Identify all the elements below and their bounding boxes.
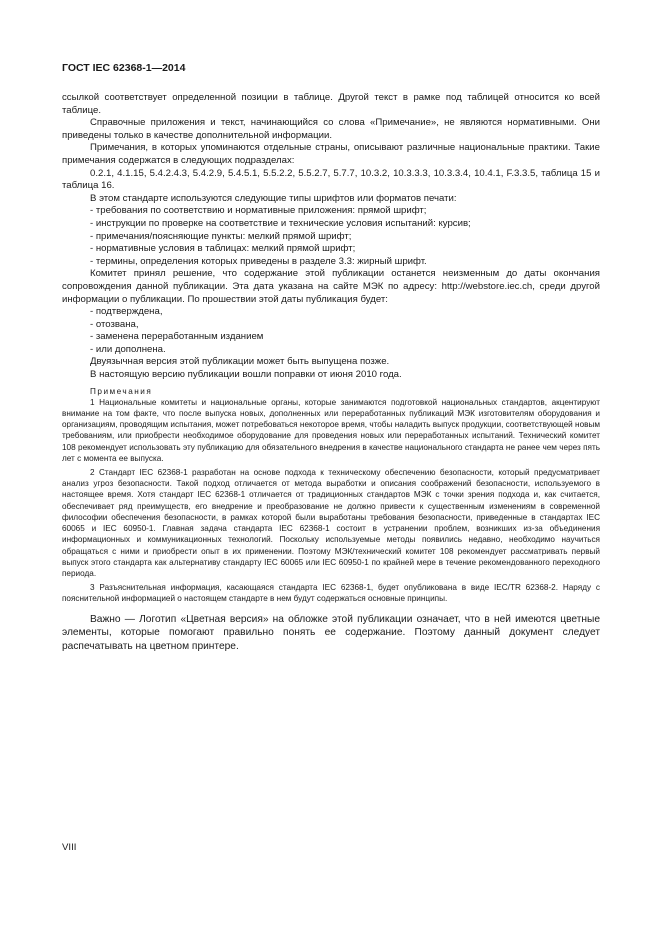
document-header: ГОСТ IEC 62368-1—2014 [62,62,186,74]
note-2: 2 Стандарт IEC 62368-1 разработан на основе подхода к техническому обеспечению безопасности, который предусматривает анализ угроз безопасности. Такой подход отличается от метода выработки и описания соображений безопасности, используемого в настоящее время. Хотя стандарт IEC 62368-1 отличается от традиционных стандартов МЭК с точки зрения подхода и, как считается, обеспечивает ряд преимуществ, его внедрение и преобразование не должно привести к существенным изменениям в современной философии обеспечения безопасности, в рамках которой были выработаны требования безопасности, приведенные в стандартах IEC 60065 и IEC 60950-1. Главная задача стандарта IEC 62368-1 состоит в устранении проблем, возникших из-за объединения информационных и коммуникационных технологий. Поскольку используемые методы появились недавно, необходимо научиться обращаться с ними и приобрести опыт в их применении. Поэтому МЭК/технический комитет 108 рекомендует рассматривать первый выпуск этого стандарта как альтернативу стандарту IEC 60065 или IEC 60950-1 по крайней мере в течение рекомендованного переходного периода. [62,468,600,578]
list-item: - отозвана, [90,318,139,330]
page-body [62,92,600,653]
note-3: 3 Разъяснительная информация, касающаяся стандарта IEC 62368-1, будет опубликована в виде IEC/TR 62368-2. Наряду с пояснительной информацией о настоящем стандарте в нем будут содержаться основные принципы. [62,583,600,604]
notes-heading: Примечания [90,386,153,396]
paragraph: Примечания, в которых упоминаются отдельные страны, описывают различные национальные практики. Такие примечания содержатся в следующих подразделах: [62,142,600,166]
paragraph: В этом стандарте используются следующие типы шрифтов или форматов печати: [90,192,457,204]
list-item: - инструкции по проверке на соответствие и технические условия испытаний: курсив; [90,217,471,229]
committee-paragraph: Комитет принял решение, что содержание этой публикации останется неизменным до даты окончания сопровождения данной публикации. Эта дата указана на сайте МЭК по адресу: http://webstore.iec.ch, среди другой информации о публикации. По прошествии этой даты публикация будет: [62,268,600,305]
page-number: VIII [62,842,77,853]
paragraph: Справочные приложения и текст, начинающийся со слова «Примечание», не являются нормативными. Они приведены только в качестве дополнительной информации. [62,117,600,141]
list-item: - подтверждена, [90,306,163,318]
list-item: - требования по соответствию и нормативные приложения: прямой шрифт; [90,205,427,217]
paragraph: ссылкой соответствует определенной позиции в таблице. Другой текст в рамке под таблицей относится ко всей таблице. [62,92,600,116]
list-item: - заменена переработанным изданием [90,331,264,343]
paragraph: В настоящую версию публикации вошли поправки от июня 2010 года. [90,369,402,381]
list-item: - термины, определения которых приведены в разделе 3.3: жирный шрифт. [90,255,427,267]
list-item: - нормативные условия в таблицах: мелкий прямой шрифт; [90,243,356,255]
subsection-list: 0.2.1, 4.1.15, 5.4.2.4.3, 5.4.2.9, 5.4.5.1, 5.5.2.2, 5.5.2.7, 5.7.7, 10.3.2, 10.3.3.3, 10.3.3.4, 10.4.1, F.3.3.5, таблица 15 и таблица 16. [62,167,600,192]
note-1: 1 Национальные комитеты и национальные органы, которые занимаются подготовкой национальных стандартов, акцентируют внимание на том факте, что после выпуска новых, дополненных или переработанных публикаций МЭК изготовителям оборудования и организациям, проводящим испытания, может потребоваться некоторое время, чтобы наладить выпуск продукции, соответствующей новым требованиям, или приобрести необходимое оборудование для проведения новых или переработанных испытаний. Технический комитет 108 рекомендует использовать эту публикацию для обязательного внедрения в качестве национального стандарта не ранее чем через пять лет с момента ее выпуска. [62,397,600,463]
list-item: - или дополнена. [90,343,166,355]
paragraph: Двуязычная версия этой публикации может быть выпущена позже. [90,356,390,368]
list-item: - примечания/поясняющие пункты: мелкий прямой шрифт; [90,230,352,242]
important-notice: Важно — Логотип «Цветная версия» на обложке этой публикации означает, что в ней имеются цветные элементы, которые помогают правильно понять ее содержание. Поэтому данный документ следует распечатывать на цветном принтере. [62,613,600,652]
